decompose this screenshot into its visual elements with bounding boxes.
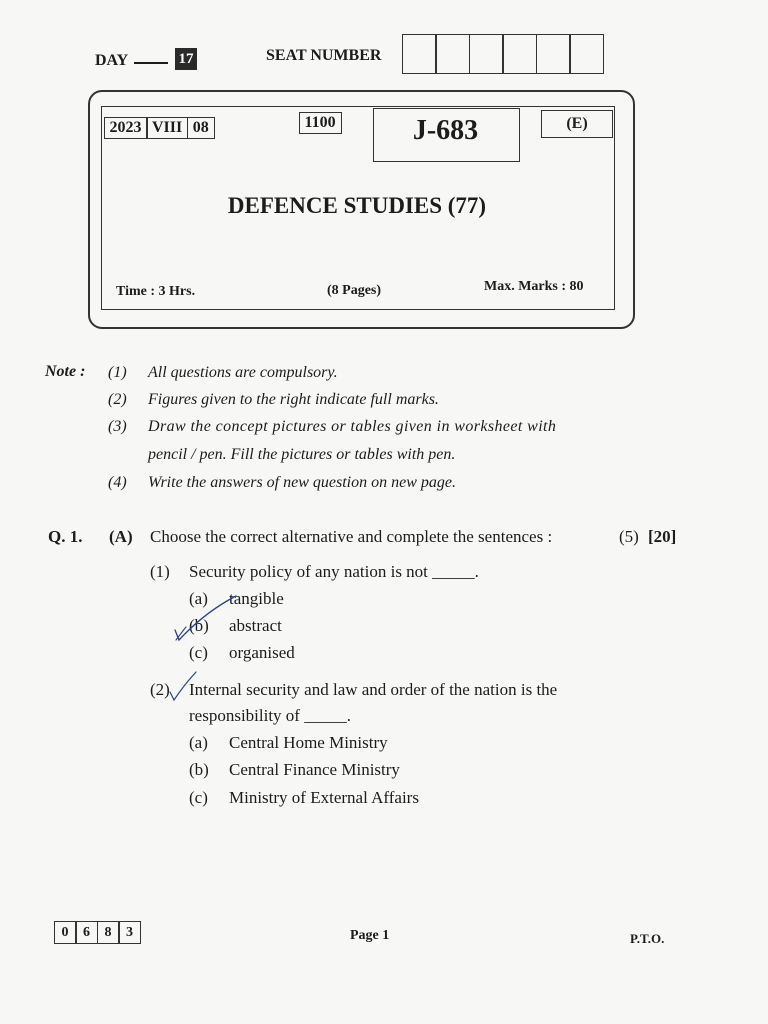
- question-total-marks: [20]: [648, 527, 677, 546]
- subquestion-stem: Internal security and law and order of the nation is the: [189, 680, 558, 699]
- language-code: (E): [541, 110, 613, 138]
- question-marks: (5): [619, 527, 639, 546]
- exam-month: VIII: [146, 117, 188, 139]
- subquestion-stem: Security policy of any nation is not _____.: [189, 562, 479, 581]
- option-text: Central Finance Ministry: [229, 760, 400, 779]
- subquestion-number: (1): [150, 562, 170, 581]
- note-label: Note :: [45, 363, 86, 380]
- note-number: (1): [108, 364, 127, 381]
- option-text: organised: [229, 643, 295, 662]
- note-text: Write the answers of new question on new page.: [148, 474, 456, 491]
- option-text: Ministry of External Affairs: [229, 788, 419, 807]
- option-label: (b): [189, 616, 209, 635]
- max-marks: Max. Marks : 80: [484, 279, 584, 294]
- option-text: Central Home Ministry: [229, 733, 388, 752]
- please-turn-over: P.T.O.: [630, 931, 665, 946]
- question-instruction: Choose the correct alternative and complete the sentences :: [150, 527, 553, 546]
- note-number: (3): [108, 418, 127, 435]
- subquestion-stem-continuation: responsibility of _____.: [189, 706, 351, 725]
- footer-code-digit: 6: [75, 921, 98, 944]
- day-number: 17: [175, 48, 197, 70]
- day-label: DAY: [95, 52, 129, 69]
- note-number: (4): [108, 474, 127, 491]
- note-text: All questions are compulsory.: [148, 364, 338, 381]
- subject-title: DEFENCE STUDIES (77): [227, 193, 487, 218]
- option-text: abstract: [229, 616, 282, 635]
- option-label: (c): [189, 788, 208, 807]
- center-code: 1100: [299, 112, 342, 134]
- exam-time: Time : 3 Hrs.: [116, 284, 196, 299]
- option-label: (b): [189, 760, 209, 779]
- note-number: (2): [108, 391, 127, 408]
- note-text: Draw the concept pictures or tables given in worksheet with: [148, 418, 557, 435]
- tick-mark-icon: [175, 596, 236, 640]
- option-label: (a): [189, 589, 208, 608]
- subquestion-number: (2): [150, 680, 170, 699]
- note-text: Figures given to the right indicate full marks.: [148, 391, 439, 408]
- exam-date: 08: [187, 117, 215, 139]
- option-label: (a): [189, 733, 208, 752]
- question-part: (A): [109, 527, 133, 546]
- option-text: tangible: [229, 589, 284, 608]
- seat-number-label: SEAT NUMBER: [266, 47, 382, 64]
- note-text: pencil / pen. Fill the pictures or tables with pen.: [148, 446, 456, 463]
- footer-paper-code: [55, 921, 141, 944]
- option-label: (c): [189, 643, 208, 662]
- tick-mark-icon: [170, 672, 196, 700]
- footer-code-digit: 3: [118, 921, 141, 944]
- page-count: (8 Pages): [327, 283, 382, 298]
- exam-year: 2023: [104, 117, 148, 139]
- footer-code-digit: 8: [97, 921, 120, 944]
- question-number: Q. 1.: [48, 527, 83, 546]
- page-number: Page 1: [350, 928, 390, 943]
- paper-code: J-683: [412, 115, 479, 146]
- footer-code-digit: 0: [54, 921, 77, 944]
